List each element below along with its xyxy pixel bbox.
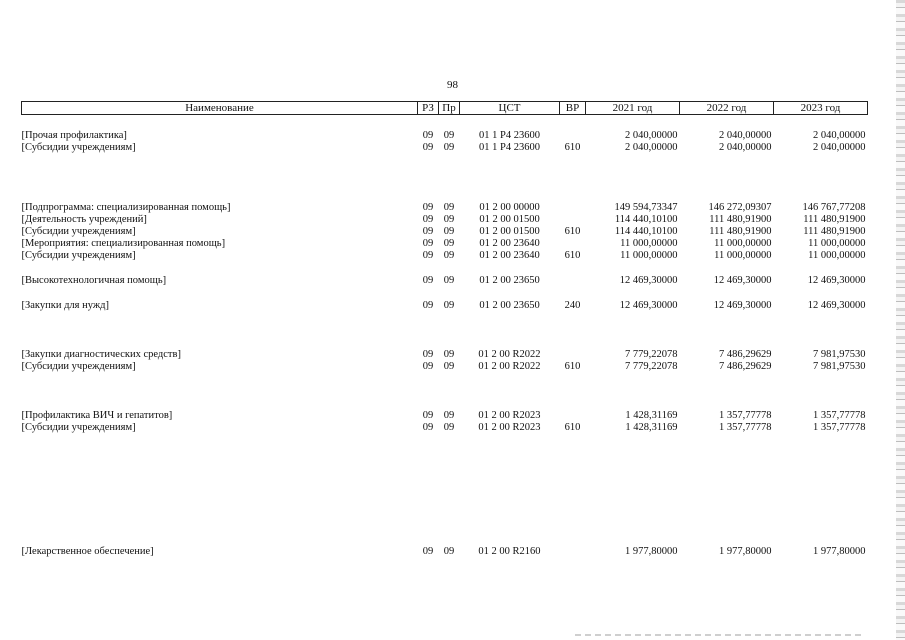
cell-y2023: 2 040,00000 bbox=[813, 129, 866, 141]
cell-vr bbox=[560, 213, 586, 225]
table-row bbox=[22, 225, 868, 237]
cell-y2022: 1 357,77778 bbox=[719, 409, 772, 421]
cell-pr: 09 bbox=[443, 545, 455, 557]
table-row bbox=[22, 141, 868, 153]
cell-y2023: 7 981,97530 bbox=[813, 360, 866, 372]
cell-name: [Деятельность учреждений] bbox=[21, 213, 147, 225]
cell-cst: 01 2 00 23650 bbox=[479, 274, 540, 286]
cell-pr: 09 bbox=[443, 274, 455, 286]
cell-pr: 09 bbox=[443, 237, 455, 249]
header-vr: ВР bbox=[560, 102, 586, 115]
cell-vr bbox=[560, 261, 586, 286]
cell-y2022: 146 272,09307 bbox=[708, 201, 772, 213]
cell-rz: 09 bbox=[422, 274, 434, 286]
cell-vr: 240 bbox=[564, 299, 581, 311]
table-row bbox=[22, 360, 868, 372]
cell-rz: 09 bbox=[422, 225, 434, 237]
cell-y2023: 2 040,00000 bbox=[813, 141, 866, 153]
table-row bbox=[22, 311, 868, 360]
cell-y2022: 12 469,30000 bbox=[713, 274, 772, 286]
cell-y2022: 7 486,29629 bbox=[719, 348, 772, 360]
table-row bbox=[22, 372, 868, 421]
table-row bbox=[22, 421, 868, 433]
cell-y2023: 1 357,77778 bbox=[813, 409, 866, 421]
table-body bbox=[22, 115, 868, 557]
cell-y2022: 111 480,91900 bbox=[709, 213, 772, 225]
cell-vr bbox=[560, 433, 586, 557]
cell-cst: 01 2 00 R2022 bbox=[478, 348, 541, 360]
cell-rz: 09 bbox=[422, 249, 434, 261]
header-rz: РЗ bbox=[418, 102, 439, 115]
cell-name: [Высокотехнологичная помощь] bbox=[21, 274, 167, 286]
table-row bbox=[22, 249, 868, 261]
table-row bbox=[22, 261, 868, 286]
table-row bbox=[22, 213, 868, 225]
cell-name: [Субсидии учреждениям] bbox=[21, 421, 136, 433]
cell-pr: 09 bbox=[443, 141, 455, 153]
cell-y2021: 114 440,10100 bbox=[614, 225, 678, 237]
scan-edge-artifact bbox=[896, 0, 905, 640]
cell-y2023: 111 480,91900 bbox=[803, 213, 866, 225]
cell-y2023: 12 469,30000 bbox=[807, 299, 866, 311]
cell-name: [Лекарственное обеспечение] bbox=[21, 545, 154, 557]
cell-rz: 09 bbox=[422, 213, 434, 225]
cell-y2022: 1 357,77778 bbox=[719, 421, 772, 433]
cell-y2021: 149 594,73347 bbox=[614, 201, 678, 213]
cell-rz: 09 bbox=[422, 421, 434, 433]
cell-name: [Субсидии учреждениям] bbox=[21, 249, 136, 261]
cell-cst: 01 2 00 01500 bbox=[479, 213, 540, 225]
cell-y2023: 1 357,77778 bbox=[813, 421, 866, 433]
page-number: 98 bbox=[447, 79, 458, 91]
cell-y2022: 12 469,30000 bbox=[713, 299, 772, 311]
cell-y2023: 111 480,91900 bbox=[803, 225, 866, 237]
cell-name: [Субсидии учреждениям] bbox=[21, 360, 136, 372]
cell-name: [Закупки для нужд] bbox=[21, 299, 109, 311]
cell-y2021: 12 469,30000 bbox=[619, 274, 678, 286]
table-row bbox=[22, 286, 868, 311]
budget-table-container bbox=[21, 101, 867, 557]
header-pr: Пр bbox=[439, 102, 460, 115]
cell-name: [Профилактика ВИЧ и гепатитов] bbox=[21, 409, 173, 421]
cell-cst: 01 2 00 23640 bbox=[479, 249, 540, 261]
cell-cst: 01 2 00 23640 bbox=[479, 237, 540, 249]
cell-y2023: 7 981,97530 bbox=[813, 348, 866, 360]
cell-cst: 01 2 00 R2022 bbox=[478, 360, 541, 372]
cell-y2022: 2 040,00000 bbox=[719, 141, 772, 153]
cell-y2021: 11 000,00000 bbox=[620, 237, 678, 249]
cell-pr: 09 bbox=[443, 360, 455, 372]
header-name: Наименование bbox=[22, 102, 418, 115]
scan-bottom-artifact bbox=[575, 634, 865, 636]
cell-cst: 01 2 00 00000 bbox=[479, 201, 540, 213]
cell-name: [Субсидии учреждениям] bbox=[21, 141, 136, 153]
cell-y2021: 11 000,00000 bbox=[620, 249, 678, 261]
header-2022: 2022 год bbox=[680, 102, 774, 115]
cell-y2021: 1 428,31169 bbox=[625, 409, 678, 421]
cell-name: [Подпрограмма: специализированная помощь] bbox=[21, 201, 231, 213]
budget-table bbox=[21, 101, 868, 557]
cell-rz: 09 bbox=[422, 299, 434, 311]
cell-y2023: 11 000,00000 bbox=[808, 237, 866, 249]
cell-y2021: 1 977,80000 bbox=[625, 545, 678, 557]
cell-vr bbox=[560, 153, 586, 213]
cell-y2021: 12 469,30000 bbox=[619, 299, 678, 311]
cell-rz: 09 bbox=[422, 348, 434, 360]
cell-pr: 09 bbox=[443, 213, 455, 225]
header-cst: ЦСТ bbox=[460, 102, 560, 115]
cell-y2021: 2 040,00000 bbox=[625, 141, 678, 153]
cell-cst: 01 1 P4 23600 bbox=[479, 141, 540, 153]
table-row bbox=[22, 115, 868, 141]
cell-y2021: 114 440,10100 bbox=[614, 213, 678, 225]
cell-y2023: 12 469,30000 bbox=[807, 274, 866, 286]
table-row bbox=[22, 153, 868, 213]
table-header bbox=[22, 102, 868, 115]
cell-pr: 09 bbox=[443, 421, 455, 433]
cell-name: [Закупки диагностических средств] bbox=[21, 348, 181, 360]
cell-vr: 610 bbox=[564, 360, 581, 372]
cell-name: [Мероприятия: специализированная помощь] bbox=[21, 237, 226, 249]
cell-cst: 01 2 00 R2023 bbox=[478, 409, 541, 421]
cell-name: [Субсидии учреждениям] bbox=[21, 225, 136, 237]
cell-cst: 01 2 00 23650 bbox=[479, 299, 540, 311]
cell-vr bbox=[560, 311, 586, 360]
cell-y2023: 1 977,80000 bbox=[813, 545, 866, 557]
cell-y2021: 7 779,22078 bbox=[625, 360, 678, 372]
cell-rz: 09 bbox=[422, 237, 434, 249]
cell-pr: 09 bbox=[443, 225, 455, 237]
cell-y2022: 11 000,00000 bbox=[714, 249, 772, 261]
cell-pr: 09 bbox=[443, 409, 455, 421]
cell-cst: 01 2 00 01500 bbox=[479, 225, 540, 237]
table-row bbox=[22, 433, 868, 557]
cell-cst: 01 1 P4 23600 bbox=[479, 129, 540, 141]
cell-name: [Прочая профилактика] bbox=[21, 129, 127, 141]
cell-pr: 09 bbox=[443, 201, 455, 213]
cell-vr: 610 bbox=[564, 225, 581, 237]
cell-vr: 610 bbox=[564, 421, 581, 433]
cell-y2021: 1 428,31169 bbox=[625, 421, 678, 433]
cell-rz: 09 bbox=[422, 409, 434, 421]
cell-vr bbox=[560, 372, 586, 421]
cell-rz: 09 bbox=[422, 360, 434, 372]
header-row bbox=[22, 102, 868, 115]
cell-vr bbox=[560, 237, 586, 249]
table-row bbox=[22, 237, 868, 249]
cell-vr bbox=[560, 115, 586, 141]
cell-pr: 09 bbox=[443, 348, 455, 360]
cell-cst: 01 2 00 R2160 bbox=[478, 545, 541, 557]
cell-pr: 09 bbox=[443, 249, 455, 261]
cell-vr: 610 bbox=[564, 141, 581, 153]
cell-rz: 09 bbox=[422, 141, 434, 153]
header-2023: 2023 год bbox=[774, 102, 868, 115]
cell-y2023: 146 767,77208 bbox=[802, 201, 866, 213]
cell-vr: 610 bbox=[564, 249, 581, 261]
cell-rz: 09 bbox=[422, 201, 434, 213]
cell-y2022: 11 000,00000 bbox=[714, 237, 772, 249]
cell-y2022: 2 040,00000 bbox=[719, 129, 772, 141]
cell-pr: 09 bbox=[443, 299, 455, 311]
cell-rz: 09 bbox=[422, 129, 434, 141]
cell-y2022: 1 977,80000 bbox=[719, 545, 772, 557]
cell-y2022: 111 480,91900 bbox=[709, 225, 772, 237]
cell-y2021: 7 779,22078 bbox=[625, 348, 678, 360]
cell-y2021: 2 040,00000 bbox=[625, 129, 678, 141]
cell-pr: 09 bbox=[443, 129, 455, 141]
header-2021: 2021 год bbox=[586, 102, 680, 115]
cell-y2022: 7 486,29629 bbox=[719, 360, 772, 372]
cell-y2023: 11 000,00000 bbox=[808, 249, 866, 261]
cell-rz: 09 bbox=[422, 545, 434, 557]
cell-cst: 01 2 00 R2023 bbox=[478, 421, 541, 433]
